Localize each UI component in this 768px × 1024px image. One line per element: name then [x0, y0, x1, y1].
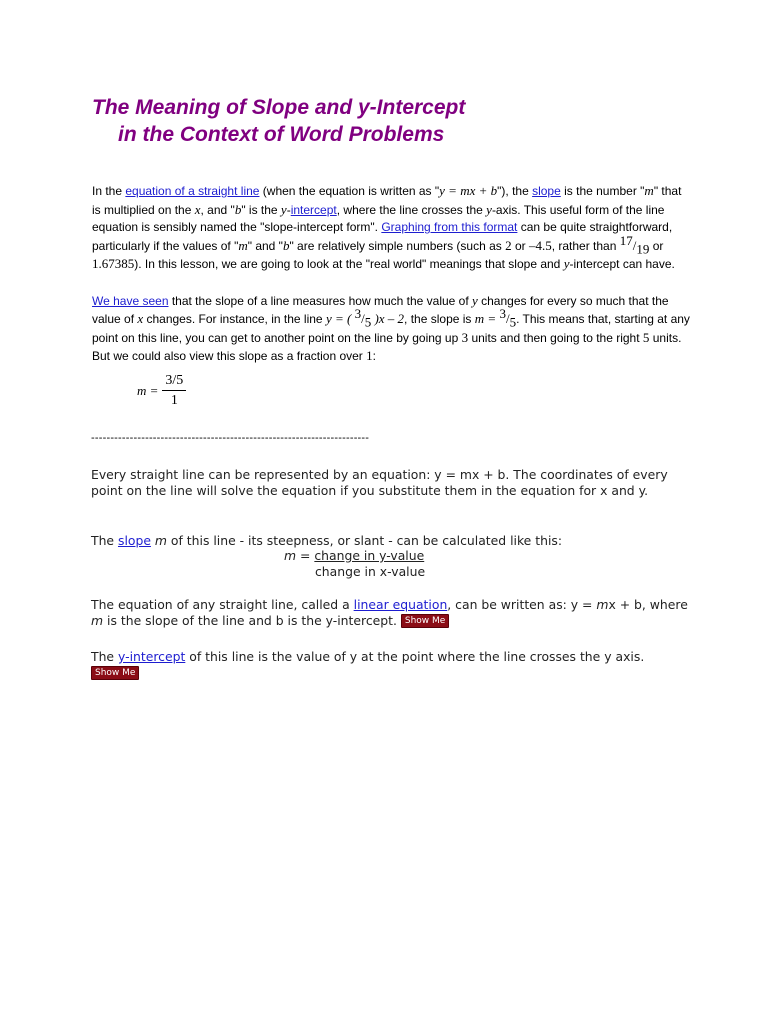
linear-equation-section [91, 597, 691, 629]
fraction-slash: / [632, 237, 637, 253]
text: , can be written as: y = [447, 597, 597, 612]
title-line-1: The Meaning of Slope and y-Intercept [92, 96, 466, 119]
link-y-intercept[interactable]: y-intercept [117, 649, 186, 664]
formula-numerator: change in y-value [314, 548, 425, 563]
number: –4.5 [528, 237, 552, 253]
var-m: m [154, 533, 167, 548]
var-y: y [280, 201, 287, 217]
title-line-2: in the Context of Word Problems [118, 123, 445, 146]
show-me-button-2[interactable]: Show Me [91, 666, 139, 680]
var-y: y [472, 292, 478, 308]
text: changes for every so much that the value of [92, 293, 669, 326]
text: x + b, where [608, 597, 688, 612]
var-m: m [644, 183, 654, 198]
equation-part: m = [474, 311, 500, 326]
text: of this line - its steepness, or slant - can be calculated like this: [166, 533, 563, 548]
text: units. But we could also view this slope as a fraction over [92, 330, 682, 363]
text: , rather than [551, 238, 620, 253]
link-linear-equation[interactable]: linear equation [353, 597, 448, 612]
slope-section [91, 533, 671, 549]
var-m: m [238, 237, 248, 253]
text: " that is multiplied on the [92, 184, 682, 217]
text: of this line is the value of y at the point where the line crosses the y axis. [185, 649, 645, 664]
page-title [92, 94, 692, 148]
show-me-button[interactable]: Show Me [401, 614, 449, 628]
number: 5 [642, 329, 650, 345]
var-m: m [91, 613, 104, 628]
var-b: b [282, 237, 290, 253]
text: that the slope of a line measures how much the value of [168, 293, 473, 308]
number: 3 [461, 329, 469, 345]
fraction-numerator: 3/5 [162, 373, 186, 391]
text: can be quite straightforward, particularly if the values of " [92, 220, 673, 253]
text: units and then going to the right [468, 330, 643, 345]
fraction-denominator: 5 [509, 314, 517, 330]
number: 1.67385 [92, 256, 135, 271]
stacked-fraction [162, 373, 186, 409]
fraction-numerator: 17 [619, 232, 633, 248]
text: - [286, 202, 291, 217]
intro-paragraph [92, 182, 692, 274]
var-x: x [194, 201, 201, 217]
link-graphing-format[interactable]: Graphing from this format [381, 220, 518, 234]
text: " and " [247, 238, 283, 253]
text: In the [92, 184, 126, 198]
text: -intercept can have. [569, 257, 675, 271]
text: is the slope of the line and b is the y-intercept. [103, 613, 401, 628]
text: "), the [497, 184, 533, 198]
equation-inline: y = mx + b [439, 183, 498, 198]
fraction-numerator: 3 [499, 306, 506, 321]
fraction-denominator: 1 [170, 393, 178, 408]
text: , where the line crosses the [336, 202, 487, 217]
fraction-denominator: 5 [364, 314, 372, 330]
text: The [91, 649, 118, 664]
equals: = [296, 548, 315, 563]
var-x: x [137, 311, 144, 326]
var-y: y [563, 256, 570, 271]
divider: ------------------------------------------------------------------------ [91, 432, 370, 444]
var-b: b [234, 201, 242, 217]
var-y: y [486, 201, 492, 217]
text: . This means that, starting at any point on this line, you can get to another point on the line by going up [92, 312, 690, 345]
text: , the slope is [404, 312, 475, 326]
fraction-slash: / [361, 311, 365, 326]
number: 2 [505, 237, 512, 253]
link-slope-2[interactable]: slope [117, 533, 151, 548]
slope-paragraph [92, 292, 692, 366]
fraction-lhs: m = [137, 383, 159, 398]
text: ). In this lesson, we are going to look at the "real world" meanings that slope and [134, 257, 564, 271]
fraction-numerator: 3 [354, 306, 362, 321]
link-equation-of-straight-line[interactable]: equation of a straight line [125, 184, 260, 198]
text: The [91, 533, 118, 548]
slope-fraction-formula [137, 373, 186, 409]
text: : [372, 349, 376, 363]
equation-part: )x – 2 [371, 311, 405, 326]
text: , and " [200, 202, 235, 217]
text: is the number " [560, 184, 645, 198]
text: " are relatively simple numbers (such as [289, 238, 506, 253]
article [92, 94, 692, 366]
text: or [511, 238, 529, 253]
fraction-slash: / [505, 311, 510, 326]
equation-part: y = ( [325, 311, 355, 326]
text: changes. For instance, in the line [143, 312, 326, 326]
equation-section: Every straight line can be represented by an equation: y = mx + b. The coordinates of every point on the line will solve the equation if you substitute them in the equation for x and y. [91, 467, 668, 498]
text: (when the equation is written as " [259, 184, 440, 198]
text: or [649, 238, 664, 253]
link-we-have-seen[interactable]: We have seen [92, 293, 169, 308]
link-slope[interactable]: slope [532, 184, 561, 198]
fraction-denominator: 19 [636, 240, 650, 256]
number: 1 [366, 348, 373, 363]
y-intercept-section [91, 649, 691, 681]
var-m: m [596, 597, 609, 612]
var-m: m [284, 548, 297, 563]
text: -axis. This useful form of the line equation is sensibly named the "slope-intercept form". [92, 202, 665, 234]
text: " is the [241, 202, 281, 217]
formula-denominator: change in x-value [315, 564, 426, 579]
link-intercept[interactable]: intercept [290, 202, 337, 217]
text: The equation of any straight line, called a [91, 597, 354, 612]
slope-formula [284, 548, 425, 580]
